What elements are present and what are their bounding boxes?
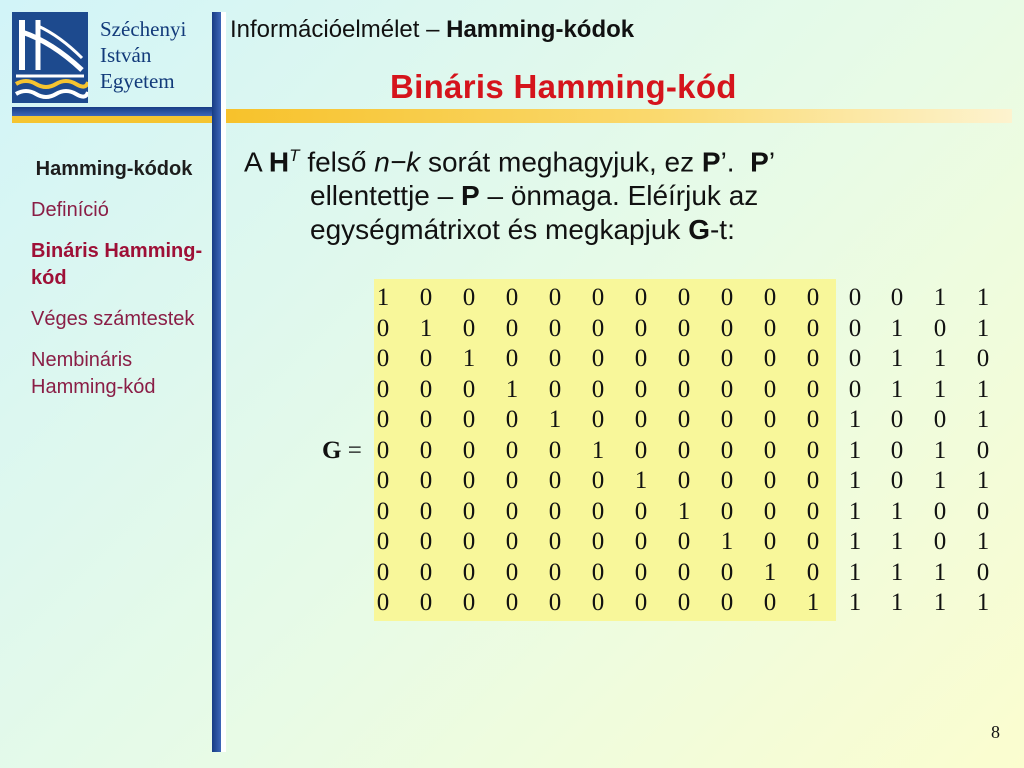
matrix-cell: 0 xyxy=(548,497,562,525)
matrix-cell: 0 xyxy=(677,558,691,586)
matrix-cell: 0 xyxy=(419,528,433,555)
matrix-cell: 1 xyxy=(419,314,433,342)
matrix-cell: 0 xyxy=(419,558,433,586)
text-fragment: sorát meghagyjuk, ez xyxy=(420,146,702,178)
matrix-cell: 0 xyxy=(976,497,990,525)
matrix-cell: 0 xyxy=(763,528,777,555)
matrix-cell: 1 xyxy=(720,528,734,555)
matrix-cell: 1 xyxy=(933,589,947,616)
matrix-cell: 1 xyxy=(462,345,476,372)
matrix-cell: 1 xyxy=(976,406,990,433)
matrix-cell: 0 xyxy=(376,558,390,586)
matrix-cell: 1 xyxy=(976,589,990,616)
matrix-cell: 0 xyxy=(634,345,648,372)
matrix-cell: 1 xyxy=(848,436,862,464)
matrix-cell: 0 xyxy=(634,406,648,433)
matrix-cell: 1 xyxy=(890,589,904,616)
matrix-cell: 0 xyxy=(634,284,648,311)
matrix-cell: 0 xyxy=(548,314,562,342)
matrix-cell: 0 xyxy=(376,528,390,555)
matrix-cell: 0 xyxy=(591,284,605,311)
matrix-cell: 0 xyxy=(591,497,605,525)
matrix-cell: 1 xyxy=(677,497,691,525)
matrix-cell: 0 xyxy=(505,497,519,525)
matrix-cell: 0 xyxy=(634,497,648,525)
sidebar-item-binaris-hamming-kod[interactable]: Bináris Hamming-kód xyxy=(31,240,203,289)
matrix-cell: 0 xyxy=(462,558,476,586)
matrix-cell: 1 xyxy=(848,589,862,616)
matrix-cell: 0 xyxy=(548,284,562,311)
matrix-cell: 0 xyxy=(376,467,390,494)
matrix-cell: 0 xyxy=(806,558,820,586)
matrix-cell: 0 xyxy=(505,436,519,464)
text-fragment: felső xyxy=(299,146,375,178)
matrix-cell: 1 xyxy=(848,558,862,586)
matrix-cell: 0 xyxy=(462,467,476,494)
matrix-cell: 1 xyxy=(933,467,947,494)
matrix-cell: 0 xyxy=(720,558,734,586)
matrix-cell: 0 xyxy=(677,284,691,311)
matrix-cell: 0 xyxy=(591,558,605,586)
sidebar-heading: Hamming-kódok xyxy=(35,158,193,180)
text-fragment: – önmaga. Eléírjuk az xyxy=(479,180,759,212)
symbol-H: H xyxy=(268,146,290,178)
matrix-cell: 0 xyxy=(848,345,862,372)
matrix-cell: 1 xyxy=(806,589,820,616)
matrix-cell: 0 xyxy=(677,345,691,372)
page-number: 8 xyxy=(991,722,1000,742)
matrix-cell: 0 xyxy=(548,467,562,494)
matrix-cell: 0 xyxy=(591,406,605,433)
matrix-cell: 0 xyxy=(419,375,433,403)
matrix-cell: 0 xyxy=(462,314,476,342)
matrix-cell: 0 xyxy=(763,314,777,342)
matrix-cell: 0 xyxy=(976,558,990,586)
matrix-cell: 1 xyxy=(591,436,605,464)
matrix-cell: 0 xyxy=(933,497,947,525)
matrix-cell: 0 xyxy=(419,589,433,616)
matrix-cell: 0 xyxy=(720,284,734,311)
matrix-cell: 0 xyxy=(976,436,990,464)
matrix-cell: 0 xyxy=(806,406,820,433)
matrix-cell: 0 xyxy=(419,284,433,311)
matrix-cell: 0 xyxy=(591,314,605,342)
symbol-G: G xyxy=(688,214,710,246)
matrix-cell: 0 xyxy=(720,314,734,342)
matrix-cell: 0 xyxy=(505,284,519,311)
matrix-cell: 0 xyxy=(720,406,734,433)
matrix-cell: 0 xyxy=(548,528,562,555)
matrix-cell: 0 xyxy=(462,284,476,311)
matrix-cell: 1 xyxy=(933,284,947,311)
matrix-cell: 0 xyxy=(419,406,433,433)
matrix-cell: 0 xyxy=(462,528,476,555)
matrix-cell: 0 xyxy=(806,528,820,555)
matrix-cell: 0 xyxy=(677,436,691,464)
matrix-cell: 0 xyxy=(720,589,734,616)
matrix-cell: 0 xyxy=(505,528,519,555)
matrix-cell: 0 xyxy=(933,314,947,342)
course-topic: Hamming-kódok xyxy=(446,16,635,43)
matrix-cell: 0 xyxy=(763,406,777,433)
matrix-cell: 1 xyxy=(933,558,947,586)
matrix-cell: 0 xyxy=(634,314,648,342)
matrix-cell: 0 xyxy=(462,497,476,525)
matrix-cell: 0 xyxy=(376,406,390,433)
matrix-cell: 1 xyxy=(890,497,904,525)
symbol-P: P xyxy=(461,180,480,212)
matrix-cell: 0 xyxy=(376,436,390,464)
text-fragment: A xyxy=(244,146,269,178)
matrix-cell: 0 xyxy=(677,467,691,494)
matrix-cell: 0 xyxy=(806,375,820,403)
matrix-cell: 0 xyxy=(591,528,605,555)
matrix-cell: 0 xyxy=(763,436,777,464)
matrix-cell: 0 xyxy=(806,345,820,372)
matrix-cell: 0 xyxy=(806,467,820,494)
matrix-cell: 0 xyxy=(634,436,648,464)
matrix-cell: 0 xyxy=(634,589,648,616)
matrix-cell: 0 xyxy=(548,589,562,616)
matrix-cell: 0 xyxy=(848,314,862,342)
matrix-cell: 0 xyxy=(548,558,562,586)
matrix-cell: 0 xyxy=(376,589,390,616)
matrix-cell: 1 xyxy=(890,375,904,403)
matrix-cell: 1 xyxy=(848,467,862,494)
matrix-cell: 0 xyxy=(462,406,476,433)
matrix-cell: 1 xyxy=(376,284,390,311)
text-fragment: ellentettje – xyxy=(310,180,461,212)
matrix-cell: 1 xyxy=(848,406,862,433)
symbol-P: P xyxy=(750,146,769,178)
matrix-cell: 0 xyxy=(548,345,562,372)
matrix-cell: 0 xyxy=(763,497,777,525)
matrix-cell: 1 xyxy=(548,406,562,433)
matrix-cell: 0 xyxy=(419,497,433,525)
matrix-cell: 1 xyxy=(933,345,947,372)
matrix-cell: 0 xyxy=(848,284,862,311)
matrix-cell: 0 xyxy=(677,589,691,616)
matrix-cell: 0 xyxy=(677,375,691,403)
matrix-cell: 1 xyxy=(933,375,947,403)
matrix-cell: 1 xyxy=(890,528,904,555)
matrix-cell: 0 xyxy=(462,436,476,464)
matrix-cell: 0 xyxy=(505,589,519,616)
matrix-cell: 1 xyxy=(976,528,990,555)
matrix-cell: 1 xyxy=(634,467,648,494)
matrix-cell: 0 xyxy=(505,314,519,342)
sidebar-item-definicio[interactable]: Definíció xyxy=(31,199,109,221)
matrix-cell: 1 xyxy=(890,558,904,586)
matrix-cell: 0 xyxy=(376,314,390,342)
matrix-cell: 0 xyxy=(419,345,433,372)
matrix-cell: 0 xyxy=(376,375,390,403)
matrix-cell: 0 xyxy=(976,345,990,372)
matrix-cell: 0 xyxy=(763,467,777,494)
matrix-cell: 0 xyxy=(933,528,947,555)
matrix-cell: 0 xyxy=(677,314,691,342)
university-name-line: Széchenyi xyxy=(100,17,187,41)
matrix-cell: 1 xyxy=(505,375,519,403)
matrix-cell: 0 xyxy=(419,436,433,464)
matrix-cell: 0 xyxy=(376,345,390,372)
matrix-cell: 1 xyxy=(890,345,904,372)
matrix-cell: 0 xyxy=(419,467,433,494)
matrix-cell: 0 xyxy=(806,284,820,311)
text-fragment: egységmátrixot és megkapjuk xyxy=(310,214,689,246)
symbol-P: P xyxy=(701,146,721,178)
matrix-cell: 1 xyxy=(976,284,990,311)
text-fragment: -t: xyxy=(709,214,735,246)
matrix-cell: 0 xyxy=(634,528,648,555)
matrix-cell: 0 xyxy=(548,375,562,403)
matrix-cell: 0 xyxy=(462,375,476,403)
matrix-symbol-G: G xyxy=(322,437,342,464)
matrix-cell: 1 xyxy=(848,497,862,525)
matrix-cell: 0 xyxy=(890,467,904,494)
course-separator: – xyxy=(419,16,447,43)
matrix-cell: 0 xyxy=(591,345,605,372)
matrix-cell: 0 xyxy=(720,345,734,372)
sidebar-item-nembinaris-hamming-kod[interactable]: Nembináris Hamming-kód xyxy=(31,349,156,398)
matrix-cell: 0 xyxy=(890,406,904,433)
matrix-cell: 0 xyxy=(890,436,904,464)
matrix-cell: 0 xyxy=(763,589,777,616)
symbol-T: T xyxy=(289,146,300,165)
matrix-cell: 0 xyxy=(806,497,820,525)
matrix-cell: 0 xyxy=(848,375,862,403)
matrix-cell: 0 xyxy=(763,284,777,311)
matrix-cell: 0 xyxy=(505,406,519,433)
text-fragment: ’ xyxy=(768,146,776,178)
matrix-cell: 0 xyxy=(548,436,562,464)
matrix-cell: 1 xyxy=(890,314,904,342)
matrix-cell: 0 xyxy=(634,558,648,586)
matrix-cell: 0 xyxy=(720,436,734,464)
matrix-cell: 0 xyxy=(763,375,777,403)
matrix-cell: 0 xyxy=(806,314,820,342)
university-name-line: Egyetem xyxy=(100,69,175,93)
university-name-line: István xyxy=(100,43,152,67)
matrix-cell: 0 xyxy=(890,284,904,311)
text-fragment: ’. xyxy=(720,146,751,178)
sidebar-item-veges-szamtestek[interactable]: Véges számtestek xyxy=(31,308,195,330)
matrix-cell: 0 xyxy=(505,345,519,372)
matrix-cell: 1 xyxy=(933,436,947,464)
matrix-cell: 1 xyxy=(848,528,862,555)
matrix-cell: 0 xyxy=(933,406,947,433)
slide-title: Bináris Hamming-kód xyxy=(390,68,737,105)
matrix-cell: 0 xyxy=(376,497,390,525)
matrix-cell: 1 xyxy=(976,375,990,403)
matrix-cell: 0 xyxy=(591,467,605,494)
matrix-cell: 0 xyxy=(806,436,820,464)
course-name: Információelmélet xyxy=(230,16,420,43)
matrix-cell: 0 xyxy=(591,589,605,616)
matrix-cell: 1 xyxy=(976,314,990,342)
matrix-cell: 0 xyxy=(720,497,734,525)
matrix-cell: 1 xyxy=(976,467,990,494)
matrix-cell: 0 xyxy=(591,375,605,403)
matrix-cell: 1 xyxy=(763,558,777,586)
matrix-cell: 0 xyxy=(677,528,691,555)
equals-sign: = xyxy=(341,437,362,464)
matrix-cell: 0 xyxy=(720,467,734,494)
matrix-cell: 0 xyxy=(677,406,691,433)
matrix-cell: 0 xyxy=(634,375,648,403)
matrix-cell: 0 xyxy=(505,558,519,586)
matrix-cell: 0 xyxy=(505,467,519,494)
matrix-cell: 0 xyxy=(763,345,777,372)
matrix-cell: 0 xyxy=(720,375,734,403)
matrix-cell: 0 xyxy=(462,589,476,616)
symbol-n-minus-k: n−k xyxy=(374,146,421,178)
